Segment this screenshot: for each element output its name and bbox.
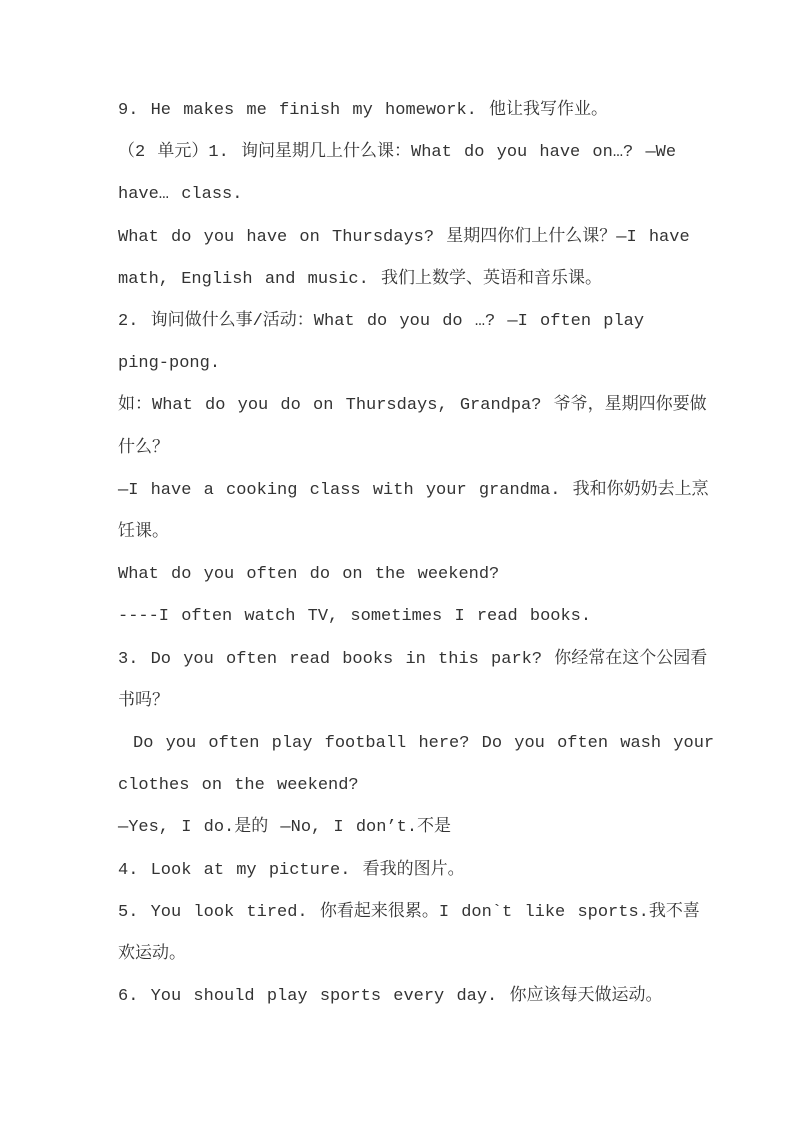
text-line: math, English and music. 我们上数学、英语和音乐课。: [118, 269, 603, 289]
text-line: 4. Look at my picture. 看我的图片。: [118, 860, 465, 880]
text-line: 书吗？: [118, 691, 169, 711]
text-line: 9. He makes me finish my homework. 他让我写作业。: [118, 101, 609, 120]
text-line: —Yes, I do.是的 —No, I don’t.不是: [118, 818, 452, 838]
document-body: [118, 90, 758, 1018]
text-line: —I have a cooking class with your grandma. 我和你奶奶去上烹: [118, 480, 709, 500]
text-line: 5. You look tired. 你看起来很累。I don`t like sports.我不喜: [118, 902, 700, 922]
text-line: 欢运动。: [118, 945, 186, 965]
text-line: 3. Do you often read books in this park? 你经常在这个公园看: [118, 649, 708, 669]
text-line: have… class.: [118, 185, 243, 205]
text-line: ping-pong.: [118, 354, 221, 374]
text-line: clothes on the weekend?: [118, 776, 359, 796]
text-line: What do you often do on the weekend?: [118, 565, 500, 585]
text-line: 饪课。: [118, 523, 169, 543]
text-line: What do you have on Thursdays? 星期四你们上什么课？—I have: [118, 227, 690, 247]
text-line: Do you often play football here? Do you often wash your: [133, 734, 715, 754]
text-line: ----I often watch TV, sometimes I read books.: [118, 607, 592, 627]
text-line: （2 单元）1. 询问星期几上什么课：What do you have on…? —We: [118, 143, 677, 163]
text-line: 什么？: [118, 438, 169, 458]
text-line: 2. 询问做什么事/活动：What do you do …? —I often play: [118, 312, 645, 332]
text-line: 6. You should play sports every day. 你应该每天做运动。: [118, 987, 663, 1007]
text-line: 如：What do you do on Thursdays, Grandpa? 爷爷，星期四你要做: [118, 396, 707, 416]
